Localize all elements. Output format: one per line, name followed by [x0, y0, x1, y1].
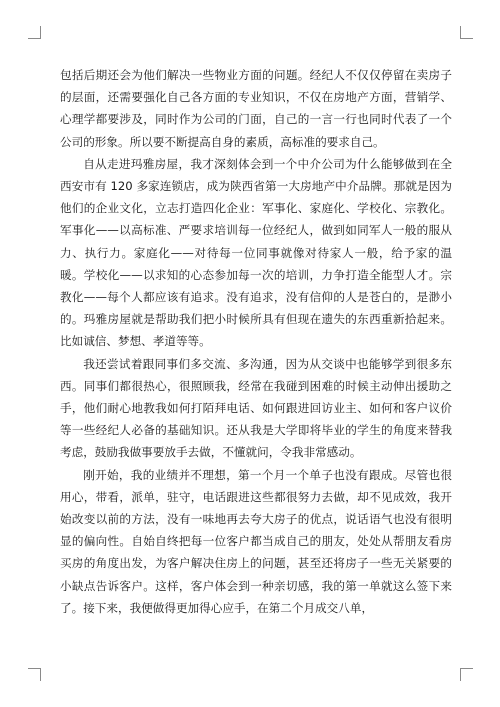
crop-mark-bottom-right [460, 668, 473, 681]
crop-mark-bottom-left [28, 668, 41, 681]
crop-mark-top-right [460, 26, 473, 39]
crop-mark-top-left [28, 26, 41, 39]
paragraph-3: 我还尝试着跟同事们多交流、多沟通，因为从交谈中也能够学到很多东西。同事们都很热心，很照顾我，经常在我碰到困难的时候主动伸出援助之手，他们耐心地教我如何打陌拜电话、如何跟进回访业主、如何和客户议价等一些经纪人必备的基础知识。还从我是大学即将毕业的学生的角度来替我考虑，鼓励我做事要放手去做，不懂就问，令我非常感动。 [60, 356, 452, 460]
page-body [60, 64, 452, 619]
paragraph-4: 刚开始，我的业绩并不理想，第一个月一个单子也没有跟成。尽管也很用心，带看，派单，驻守，电话跟进这些都很努力去做，却不见成效，我开始改变以前的方法，没有一味地再去夸大房子的优点，说话语气也没有很明显的偏向性。自始自终把每一位客户都当成自己的朋友，处处从帮朋友看房买房的角度出发，为客户解决住房上的问题，甚至还将房子一些无关紧要的小缺点告诉客户。这样，客户体会到一种亲切感，我的第一单就这么签下来了。接下来，我便做得更加得心应手，在第二个月成交八单， [60, 467, 452, 615]
paragraph-2: 自从走进玛雅房屋，我才深刻体会到一个中介公司为什么能够做到在全西安市有 120 多家连锁店，成为陕西省第一大房地产中介品牌。那就是因为他们的企业文化，立志打造四化企业：军事化、家庭化、学校化、宗教化。军事化——以高标准、严要求培训每一位经纪人，做到如同军人一般的服从力、执行力。家庭化——对待每一位同事就像对待家人一般，给予家的温暖。学校化——以求知的心态参加每一次的培训，力争打造全能型人才。宗教化——每个人都应该有追求。没有追求，没有信仰的人是苍白的，是渺小的。玛雅房屋就是帮助我们把小时候所具有但现在遗失的东西重新拾起来。比如诚信、梦想、孝道等等。 [60, 156, 452, 349]
paragraph-1: 包括后期还会为他们解决一些物业方面的问题。经纪人不仅仅停留在卖房子的层面，还需要强化自己各方面的专业知识，不仅在房地产方面，营销学、心理学都要涉及，同时作为公司的门面，自己的一言一行也同时代表了一个公司的形象。所以要不断提高自身的素质，高标准的要求自己。 [60, 68, 452, 149]
